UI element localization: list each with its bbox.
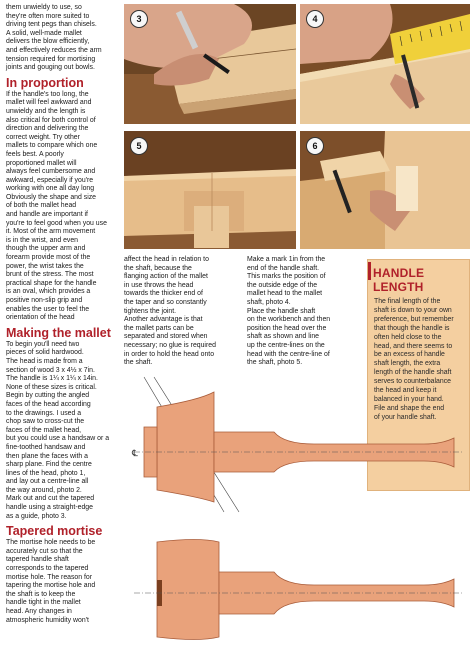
making-line: pieces of solid hardwood. [6, 349, 84, 357]
middle-text-1-line: the taper and so constantly [124, 298, 207, 306]
making-line: To begin you'll need two [6, 340, 80, 348]
middle-text-1-line: in use throws the head [124, 281, 194, 289]
sidebar-title: HANDLE LENGTH [373, 266, 425, 294]
making-line: Mark out and cut the tapered [6, 495, 95, 503]
tapered-line: head. Any changes in [6, 608, 72, 615]
mallet-plan-view [134, 540, 464, 640]
tapered-line: mortise hole. The reason for [6, 573, 93, 581]
making-line: fine-toothed handsaw and [6, 443, 86, 451]
proportion-line: always feel cumbersome and [6, 168, 96, 176]
sidebar-line: that though the handle is [374, 324, 450, 332]
photo-3 [124, 4, 296, 124]
sidebar-line: shaft length, the extra [374, 360, 441, 368]
middle-text-2-line: up the centre-lines on the [247, 341, 325, 349]
sidebar-line: the head and keep it [374, 387, 437, 395]
middle-text-2-line: position the head over the [247, 324, 327, 332]
tapered-line: corresponds to the tapered [6, 565, 89, 573]
middle-text-2-line: Place the handle shaft [247, 307, 316, 315]
making-line: chop saw to cross-cut the [6, 418, 85, 426]
proportion-line: Obviously the shape and size [6, 193, 97, 201]
proportion-line: though the upper arm and [6, 245, 86, 253]
proportion-line: forearm provide most of the [6, 254, 91, 262]
tapered-line: tapering the mortise hole and [6, 582, 96, 590]
proportion-paragraph [6, 91, 119, 323]
photo-6 [300, 131, 470, 249]
middle-text-1-line: flanging action of the mallet [124, 273, 208, 281]
photo-4-image [300, 4, 470, 124]
tapered-paragraph [6, 539, 119, 625]
photo-3-image [124, 4, 296, 124]
middle-text-2-line: the shaft, photo 5. [247, 359, 303, 367]
intro-line: delivers the blow efficiently, [6, 38, 90, 46]
photo-5-image [124, 131, 296, 249]
photo-6-image [300, 131, 470, 249]
middle-text-1-line: Another advantage is that [124, 316, 203, 324]
middle-text-2-line: head with the centre-line of [247, 350, 330, 358]
mallet-side-view [131, 377, 464, 512]
proportion-line: correct weight. Try other [6, 133, 80, 141]
middle-text-2-line: end of the handle shaft. [247, 264, 320, 272]
intro-line: they're often more suited to [6, 12, 90, 20]
sidebar-accent-stripe [368, 262, 371, 280]
proportion-line: direction and delivering the [6, 125, 89, 133]
middle-text-1-line: in order to hold the head onto [124, 350, 215, 358]
middle-text-1-line: the shaft, because the [124, 264, 192, 272]
intro-line: them unwieldy to use, so [6, 4, 82, 11]
making-line: to the drawings. I used a [6, 409, 82, 417]
heading-making-the-mallet: Making the mallet [6, 325, 111, 340]
making-paragraph [6, 341, 119, 521]
proportion-line: practical shape for the handle [6, 279, 97, 287]
making-line: as a guide, photo 3. [6, 512, 67, 520]
proportion-line: of both the mallet head [6, 202, 77, 210]
proportion-line: mallet will feel awkward and [6, 99, 92, 107]
tapered-line: tapered handle shaft [6, 556, 69, 564]
centre-line-symbol: ℄ [132, 448, 138, 458]
middle-text-2-line: the outside edge of the [247, 281, 318, 289]
proportion-line: brunt of the stress. The most [6, 271, 94, 279]
intro-paragraph [6, 4, 119, 73]
photo-3-number: 3 [130, 10, 148, 28]
making-line: faces of the mallet head, [6, 426, 82, 434]
making-line: faces of the head according [6, 400, 91, 408]
making-line: and lay out a centre-line all [6, 478, 89, 486]
sidebar-line: The final length of the [374, 298, 441, 305]
intro-line: and effectively reduces the arm [6, 46, 102, 54]
middle-text-2-line: mallet head to the mallet [247, 290, 323, 298]
proportion-line: enables the user to feel the [6, 305, 90, 313]
mallet-head-side [157, 392, 214, 502]
photo-6-number: 6 [306, 137, 324, 155]
middle-text-1-line: tightens the joint. [124, 307, 177, 315]
middle-text-1-line: separated and stored when [124, 333, 208, 341]
intro-line: joints and gouging out bowls. [6, 64, 95, 72]
making-line: but you could use a handsaw or a [6, 435, 110, 443]
proportion-line: positive non-slip grip and [6, 297, 83, 304]
tapered-line: the shaft is to keep the [6, 590, 76, 598]
sidebar-line: length of the handle shaft [374, 369, 452, 377]
sidebar-line: shaft is down to your own [374, 306, 452, 314]
sidebar-line: of your handle shaft. [374, 413, 437, 421]
sidebar-line: often held close to the [374, 333, 442, 341]
proportion-line: is in the wrist, and even [6, 236, 79, 244]
proportion-line: working with one all day long [6, 185, 95, 193]
photo-5-number: 5 [130, 137, 148, 155]
sidebar-line: File and shape the end [374, 404, 445, 412]
middle-text-2-line: shaft as shown and line [247, 333, 320, 341]
middle-text-2-line: shaft, photo 4. [247, 298, 291, 306]
making-line: Begin by cutting the angled [6, 392, 90, 400]
heading-tapered-mortise: Tapered mortise [6, 524, 103, 539]
mallet-technical-drawing [124, 372, 470, 646]
proportion-line: is an oval, which provides a [6, 288, 91, 296]
tapered-line: handle tight in the mallet [6, 599, 81, 607]
making-line: the way around, photo 2. [6, 486, 82, 494]
intro-line: driving tent pegs than chisels. [6, 21, 97, 29]
sidebar-line: head, and there seems to [374, 342, 453, 350]
middle-text-2-line: on the workbench and then [247, 316, 331, 324]
proportion-line: also critical for both control of [6, 116, 96, 124]
tapered-line: The mortise hole needs to be [6, 539, 96, 547]
making-line: lines of the head, photo 1, [6, 469, 86, 477]
middle-text-1-line: affect the head in relation to [124, 256, 209, 263]
sidebar-line: preference, but remember [374, 315, 454, 323]
heading-in-proportion: In proportion [6, 75, 84, 90]
photo-4 [300, 4, 470, 124]
middle-text-1-line: the mallet parts can be [124, 324, 194, 332]
proportion-line: awkward, especially if you're [6, 176, 94, 184]
photo-4-number: 4 [306, 10, 324, 28]
left-column-text [6, 4, 119, 625]
making-line: None of these sizes is critical. [6, 383, 97, 391]
photo-5 [124, 131, 296, 249]
tapered-line: atmospheric humidity won't [6, 616, 89, 624]
sidebar-line: balanced in your hand. [374, 395, 444, 403]
intro-line: A solid, well-made mallet [6, 29, 82, 37]
proportion-line: it. Most of the arm movement [6, 228, 96, 236]
making-line: sharp plane. Find the centre [6, 461, 92, 469]
making-line: section of wood 3 x 4½ x 7in. [6, 366, 95, 374]
proportion-line: feels best. A poorly [6, 150, 64, 158]
sidebar-line: be an excess of handle [374, 351, 445, 359]
proportion-line: orientation of the head [6, 314, 75, 322]
proportion-line: proportioned mallet will [6, 159, 77, 167]
making-line: then plane the faces with a [6, 452, 88, 460]
middle-text-2-line: Make a mark 1in from the [247, 256, 326, 263]
making-line: handle using a straight-edge [6, 504, 93, 512]
sidebar-line: serves to counterbalance [374, 378, 451, 386]
proportion-line: mallets to compare which one [6, 142, 98, 150]
proportion-line: power, the wrist takes the [6, 262, 84, 270]
proportion-line: and handle are important if [6, 211, 88, 219]
intro-line: tension required for mortising [6, 55, 96, 63]
middle-text-2-line: This marks the position of [247, 273, 326, 281]
tapered-line: accurately cut so that the [6, 547, 83, 555]
proportion-line: you're to feel good when you use [6, 219, 107, 227]
mallet-head-plan [157, 540, 219, 640]
making-line: The head is made from a [6, 357, 83, 365]
middle-text-1-line: necessary; no glue is required [124, 341, 216, 349]
making-line: The handle is 1¼ x 1¼ x 14in. [6, 375, 98, 383]
middle-text-2 [247, 256, 363, 368]
proportion-line: unwieldy and the length is [6, 107, 86, 115]
middle-text-1 [124, 256, 239, 368]
proportion-line: If the handle's too long, the [6, 90, 89, 98]
middle-text-1-line: the shaft. [124, 359, 153, 367]
middle-text-1-line: towards the thicker end of [124, 290, 203, 298]
